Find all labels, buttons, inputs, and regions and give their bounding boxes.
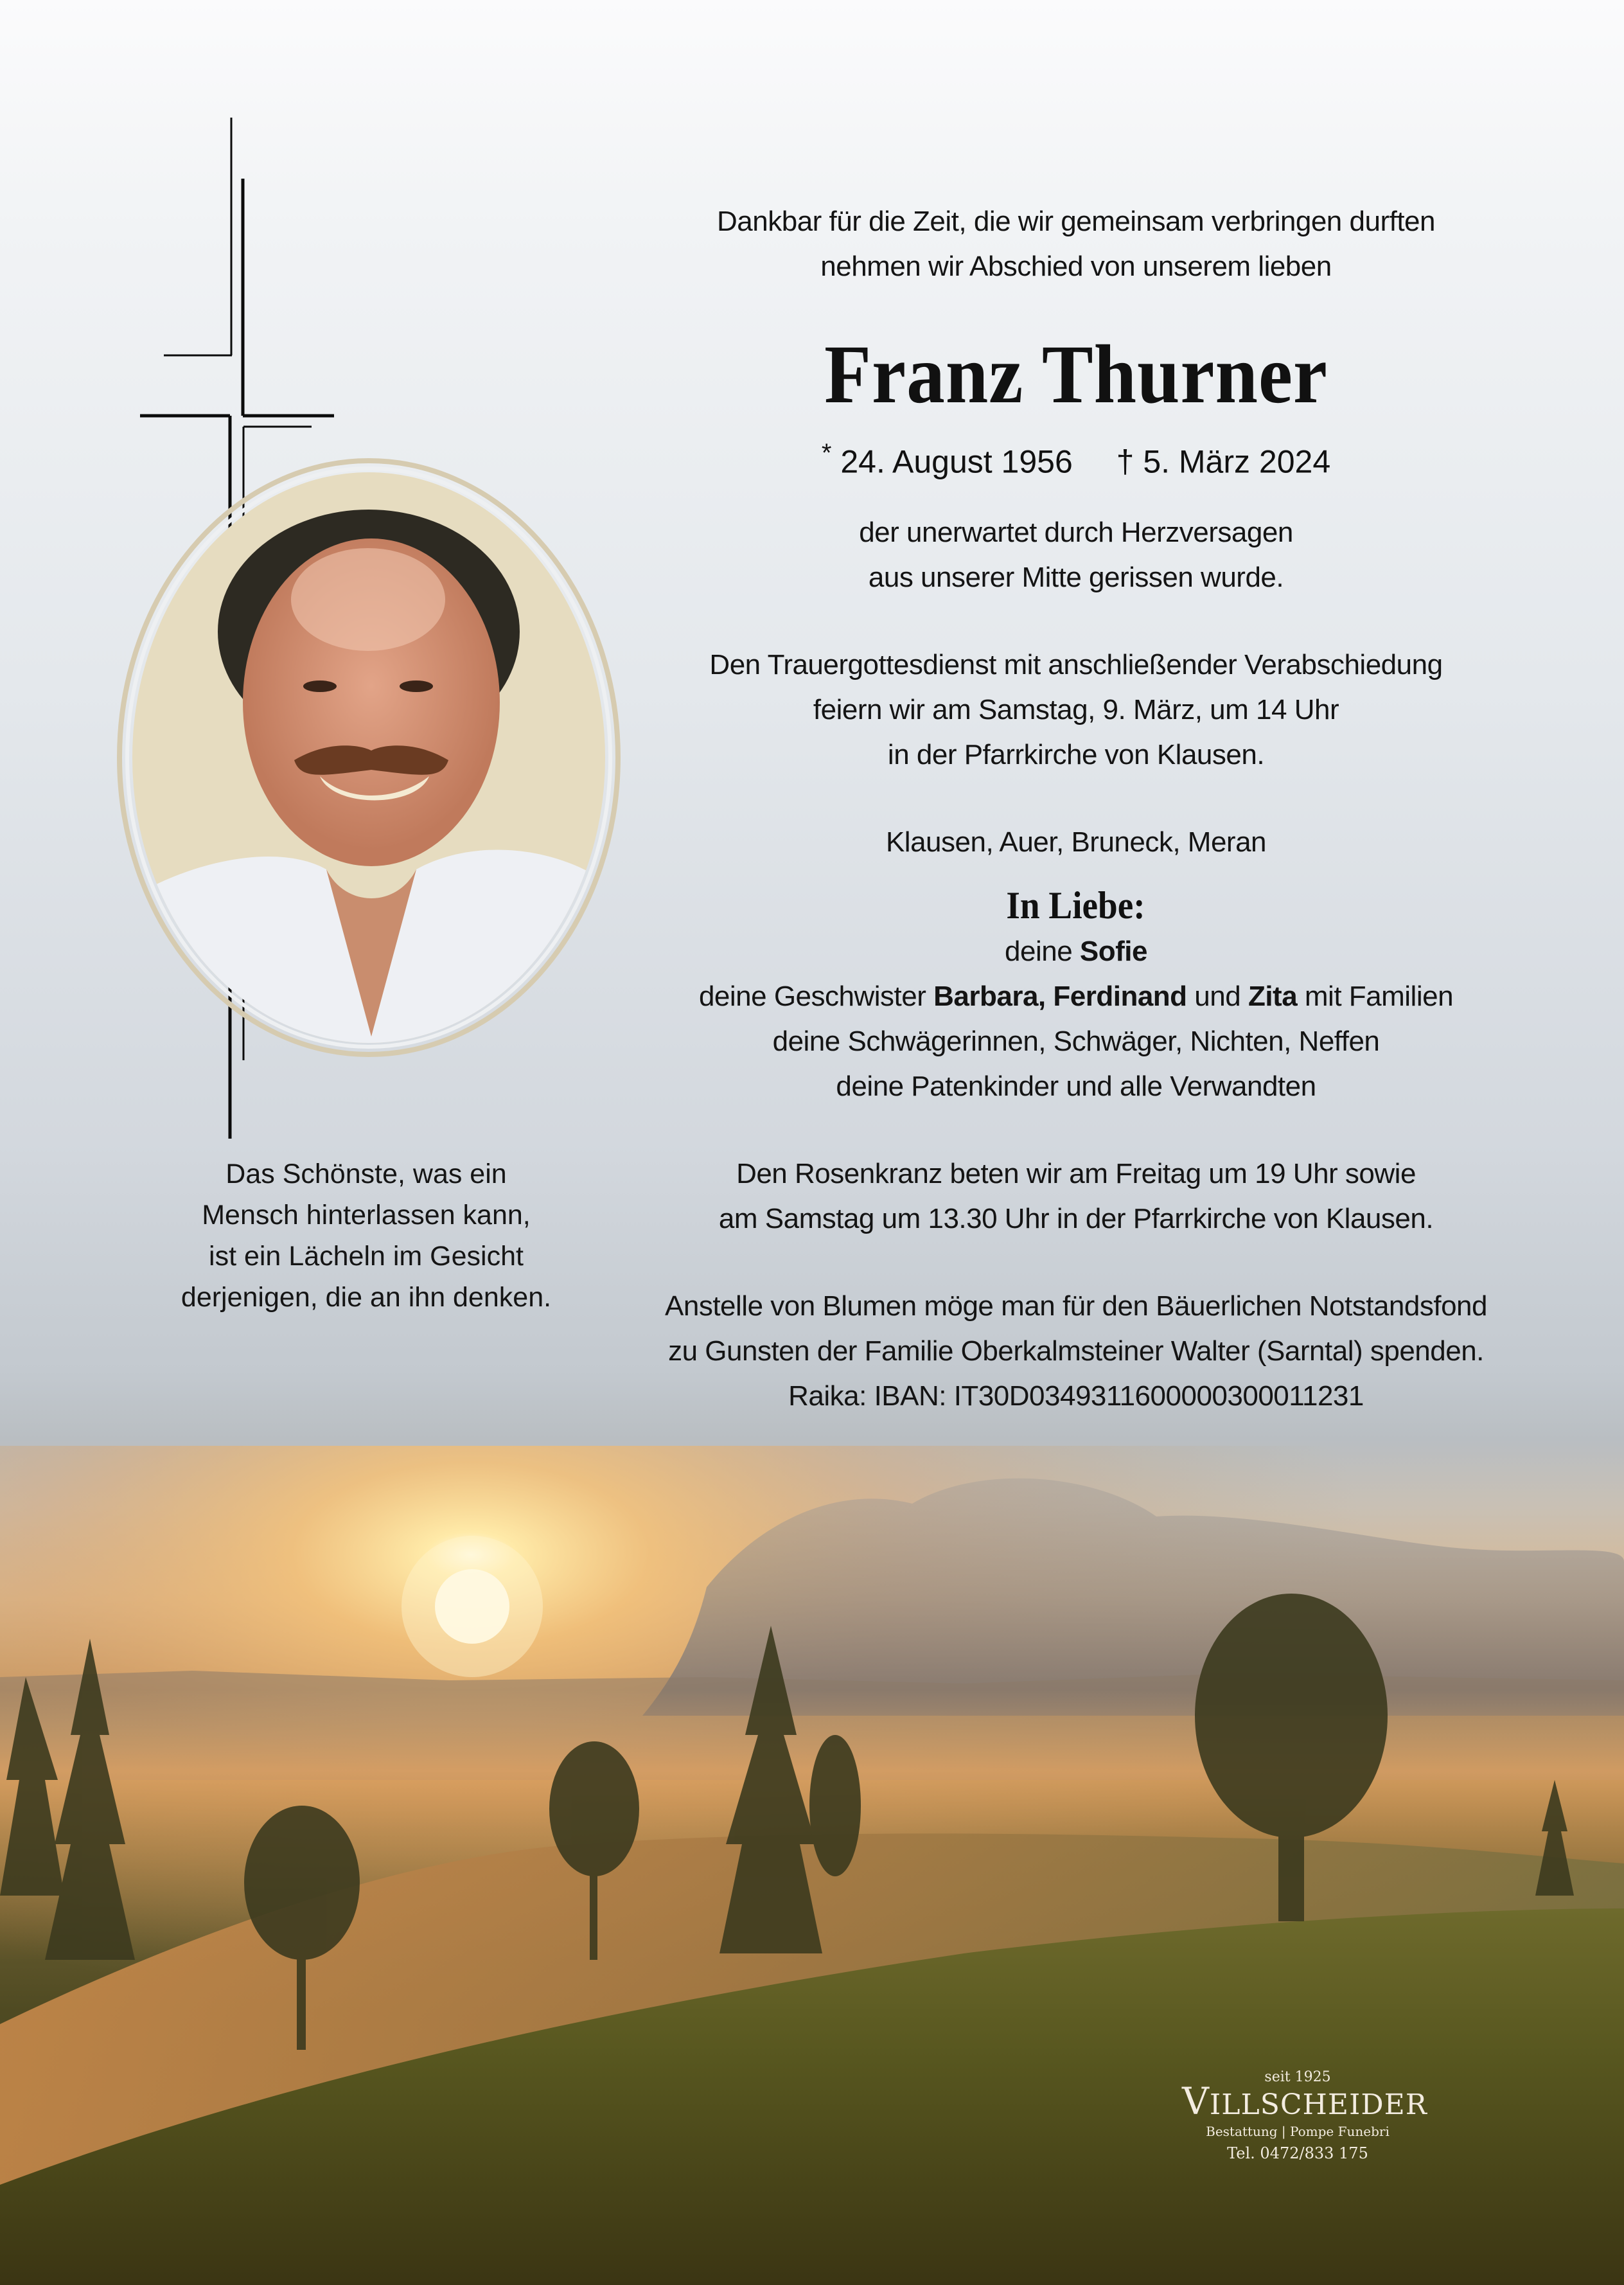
intro-line-1: Dankbar für die Zeit, die wir gemeinsam verbringen durften [717, 206, 1435, 237]
rosary-line-1: Den Rosenkranz beten wir am Freitag um 19 Uhr sowie [736, 1157, 1416, 1189]
death-date: 5. März 2024 [1143, 443, 1331, 480]
cause-line-2: aus unserer Mitte gerissen wurde. [868, 561, 1284, 593]
rosary-line-2: am Samstag um 13.30 Uhr in der Pfarrkirche von Klausen. [718, 1202, 1434, 1234]
mourner-line-2 [642, 974, 1510, 1019]
quote-line-3: ist ein Lächeln im Gesicht [209, 1241, 524, 1272]
obituary-main-text [642, 199, 1510, 1419]
portrait-photo [114, 458, 623, 1057]
mourner-text: und [1187, 980, 1248, 1012]
quote-line-2: Mensch hinterlassen kann, [202, 1200, 531, 1231]
logo-subtitle: Bestattung | Pompe Funebri [1206, 2124, 1390, 2139]
donation-line-2: zu Gunsten der Familie Oberkalmsteiner Walter (Sarntal) spenden. [668, 1335, 1484, 1367]
quote-line-1: Das Schönste, was ein [225, 1159, 507, 1189]
logo-phone: Tel. 0472/833 175 [1227, 2144, 1368, 2162]
deceased-name: Franz Thurner [824, 328, 1328, 421]
funeral-home-logo [1182, 2069, 1427, 2164]
places: Klausen, Auer, Bruneck, Meran [885, 826, 1267, 858]
logo-brand-initial: V [1182, 2079, 1210, 2123]
donation-line-1: Anstelle von Blumen möge man für den Bäuerlichen Notstandsfond [665, 1290, 1487, 1322]
birth-star-icon: * [821, 439, 832, 467]
service-line-1: Den Trauergottesdienst mit anschließender Verabschiedung [709, 648, 1443, 680]
mourner-name: Sofie [1079, 935, 1147, 967]
quote-line-4: derjenigen, die an ihn denken. [181, 1282, 552, 1313]
mourner-line-1 [642, 929, 1510, 974]
death-cross-icon: † [1116, 443, 1134, 480]
mourner-text: deine [1005, 935, 1080, 967]
donation-iban: Raika: IBAN: IT30D0349311600000300011231 [788, 1380, 1364, 1412]
life-dates [642, 431, 1510, 485]
mourner-line-3: deine Schwägerinnen, Schwäger, Nichten, Neffen [772, 1025, 1380, 1057]
mourner-line-4: deine Patenkinder und alle Verwandten [836, 1070, 1316, 1102]
mourner-name: Barbara, Ferdinand [933, 980, 1187, 1012]
mourner-text: mit Familien [1297, 980, 1454, 1012]
mourners-heading: In Liebe: [1006, 884, 1146, 927]
logo-brand-rest: ILLSCHEIDER [1209, 2088, 1427, 2121]
intro-line-2: nehmen wir Abschied von unserem lieben [820, 251, 1332, 282]
logo-since: seit 1925 [1264, 2069, 1331, 2085]
cause-line-1: der unerwartet durch Herzversagen [859, 516, 1293, 548]
logo-brand [1182, 2079, 1427, 2123]
birth-date: 24. August 1956 [840, 443, 1073, 480]
mourner-name: Zita [1248, 980, 1298, 1012]
service-line-2: feiern wir am Samstag, 9. März, um 14 Uhr [813, 693, 1339, 725]
service-line-3: in der Pfarrkirche von Klausen. [887, 738, 1265, 770]
memorial-quote [154, 1153, 578, 1318]
mourner-text: deine Geschwister [698, 980, 934, 1012]
